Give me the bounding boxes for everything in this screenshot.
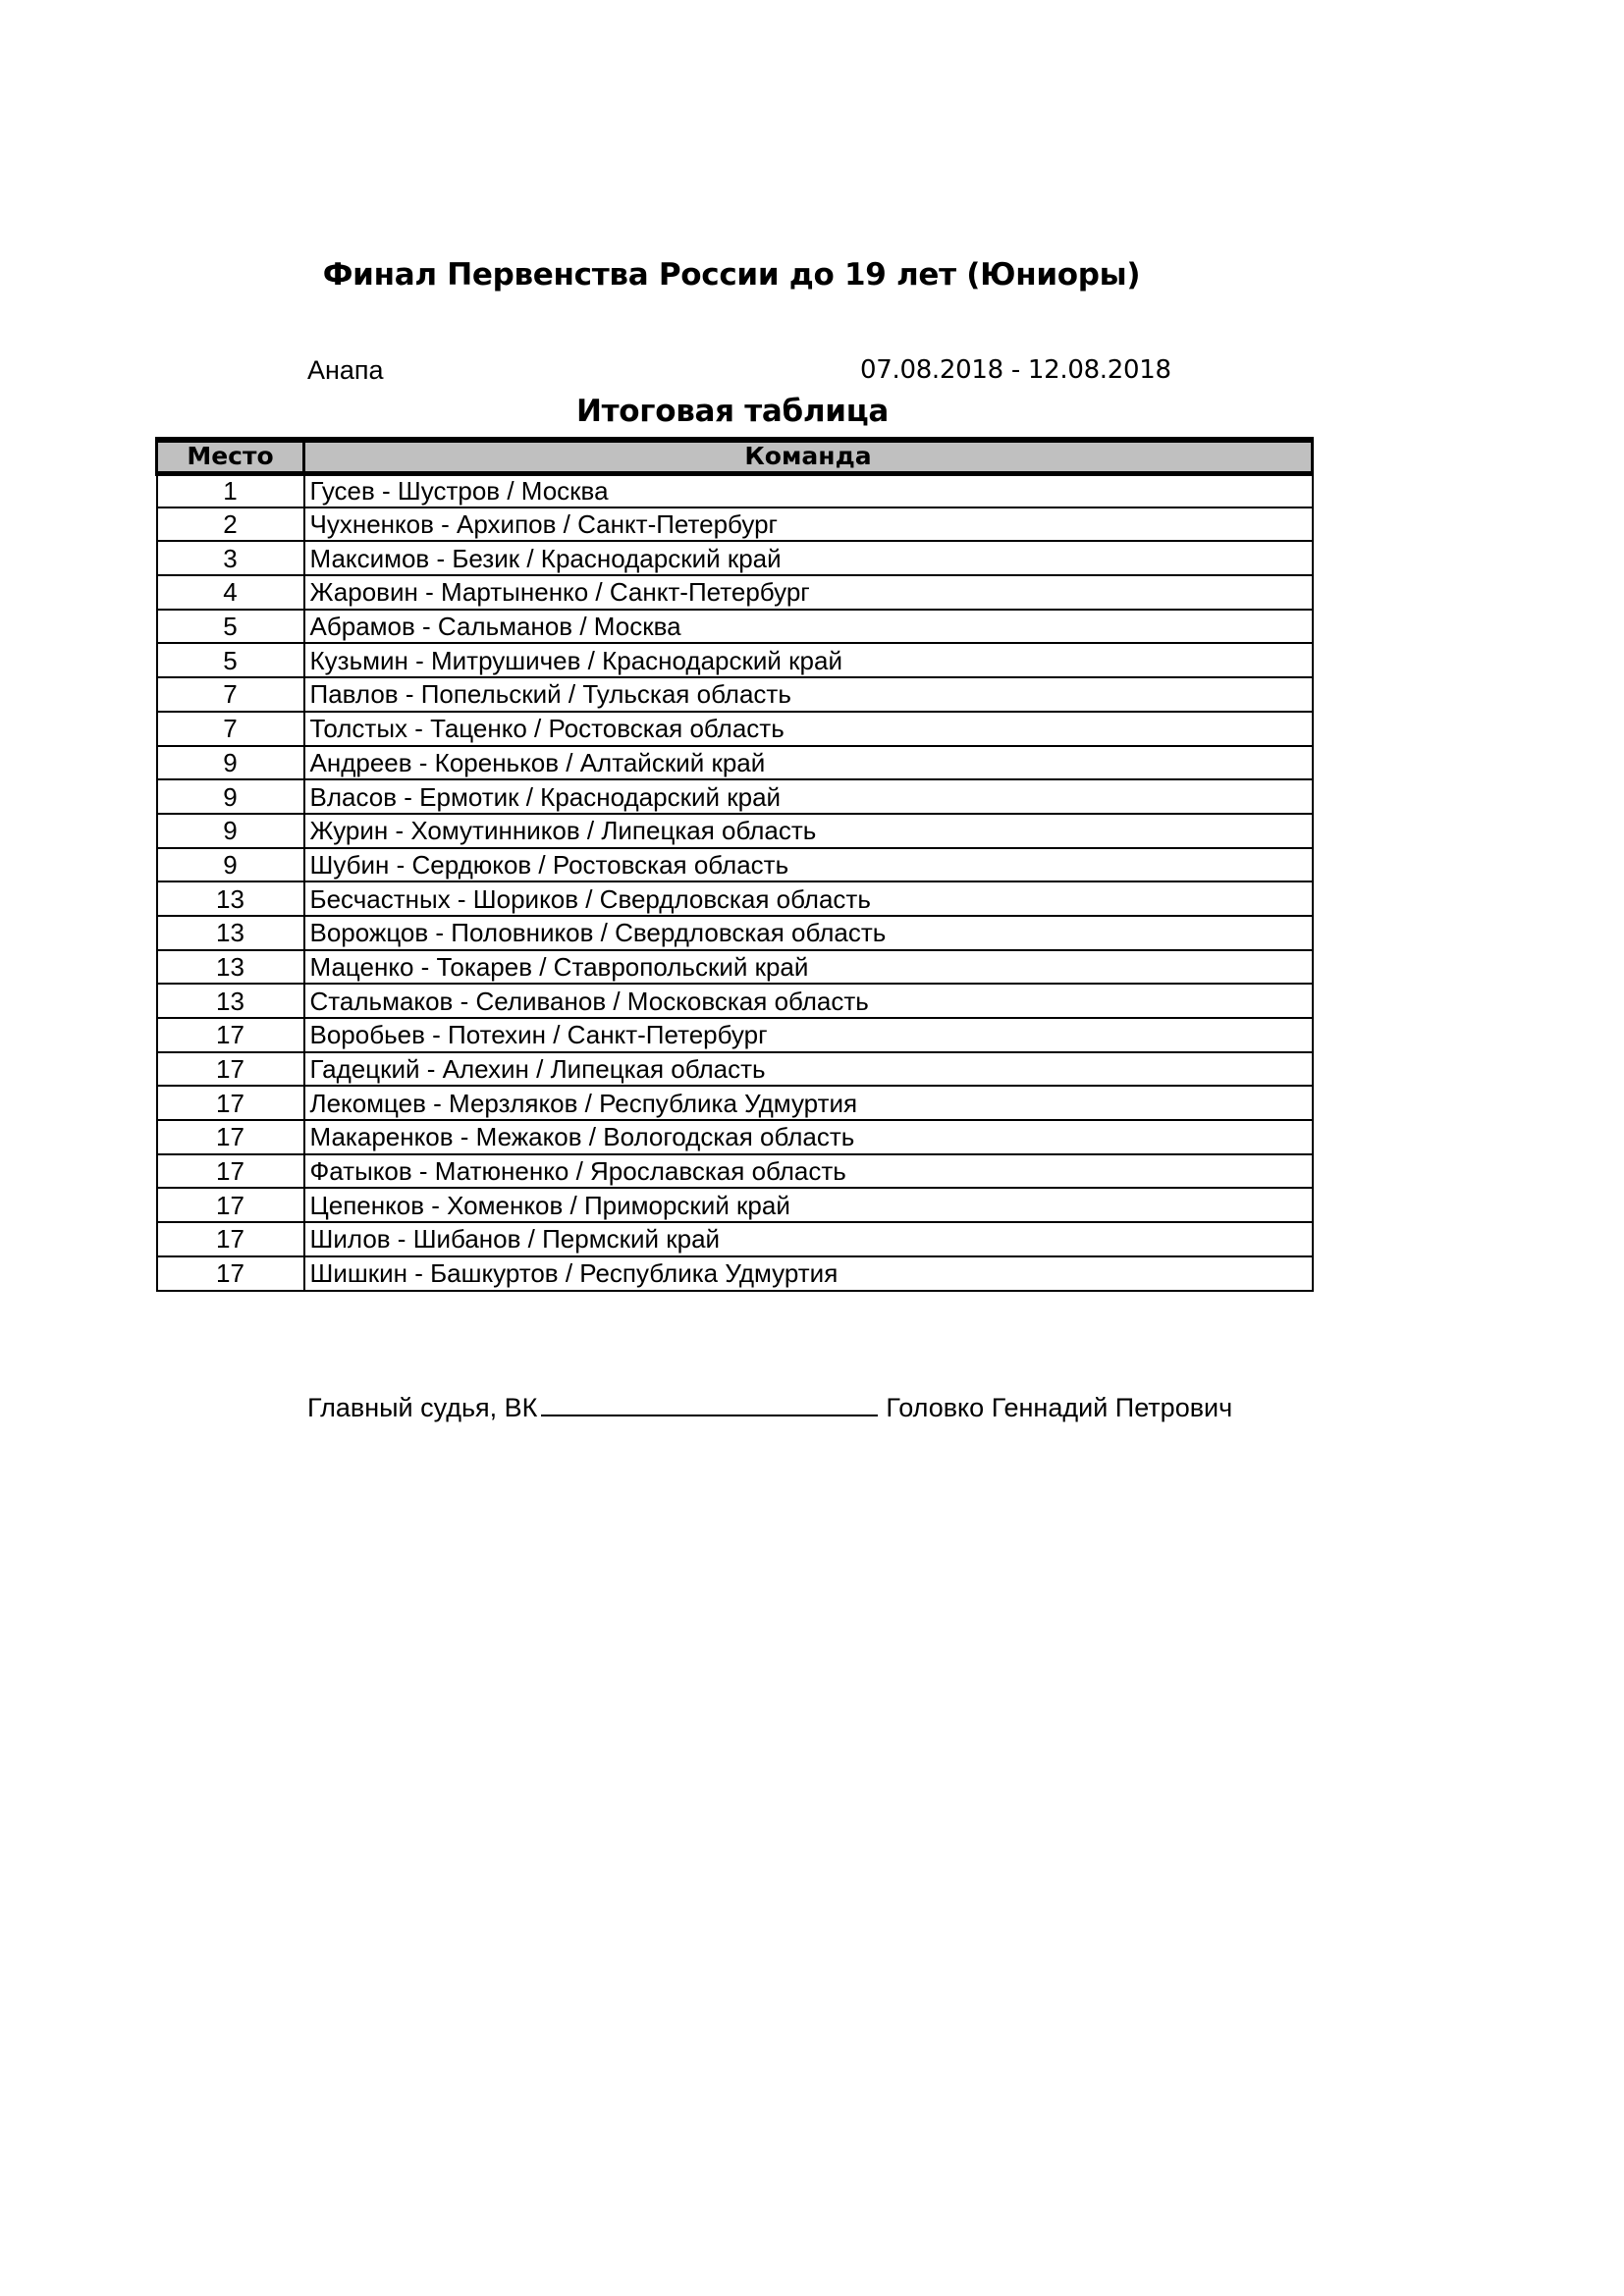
table-row — [157, 1120, 1313, 1154]
table-row — [157, 1052, 1313, 1087]
results-table — [155, 437, 1314, 1292]
row-team: Кузьмин - Митрушичев / Краснодарский край — [304, 643, 1313, 677]
row-place: 13 — [157, 916, 304, 950]
row-team: Цепенков - Хоменков / Приморский край — [304, 1188, 1313, 1222]
table-row — [157, 643, 1313, 677]
row-place: 5 — [157, 610, 304, 644]
table-row — [157, 950, 1313, 985]
table-row — [157, 1086, 1313, 1120]
row-place: 13 — [157, 950, 304, 985]
row-team: Ворожцов - Половников / Свердловская область — [304, 916, 1313, 950]
row-team: Шубин - Сердюков / Ростовская область — [304, 848, 1313, 882]
venue-city: Анапа — [307, 355, 384, 385]
row-place: 9 — [157, 814, 304, 848]
table-row — [157, 1188, 1313, 1222]
table-row — [157, 473, 1313, 507]
results-body — [157, 473, 1313, 1291]
table-row — [157, 848, 1313, 882]
row-team: Стальмаков - Селиванов / Московская область — [304, 984, 1313, 1018]
row-place: 5 — [157, 643, 304, 677]
row-team: Абрамов - Сальманов / Москва — [304, 610, 1313, 644]
row-team: Гусев - Шустров / Москва — [304, 473, 1313, 507]
table-row — [157, 916, 1313, 950]
row-team: Шишкин - Башкуртов / Республика Удмуртия — [304, 1256, 1313, 1291]
table-row — [157, 814, 1313, 848]
row-place: 9 — [157, 848, 304, 882]
row-place: 17 — [157, 1086, 304, 1120]
row-place: 3 — [157, 541, 304, 575]
row-place: 17 — [157, 1222, 304, 1256]
table-row — [157, 1154, 1313, 1189]
row-place: 7 — [157, 677, 304, 712]
row-place: 7 — [157, 712, 304, 746]
row-team: Андреев - Кореньков / Алтайский край — [304, 746, 1313, 780]
row-place: 2 — [157, 507, 304, 542]
row-team: Гадецкий - Алехин / Липецкая область — [304, 1052, 1313, 1087]
table-row — [157, 1256, 1313, 1291]
table-row — [157, 746, 1313, 780]
signature-name: Головко Геннадий Петрович — [886, 1393, 1233, 1422]
header-team: Команда — [304, 440, 1313, 473]
row-team: Лекомцев - Мерзляков / Республика Удмуртия — [304, 1086, 1313, 1120]
row-place: 17 — [157, 1154, 304, 1189]
header-place: Место — [157, 440, 304, 473]
row-place: 17 — [157, 1256, 304, 1291]
table-row — [157, 984, 1313, 1018]
row-team: Журин - Хомутинников / Липецкая область — [304, 814, 1313, 848]
table-header-row — [157, 440, 1313, 473]
row-place: 13 — [157, 881, 304, 916]
row-team: Чухненков - Архипов / Санкт-Петербург — [304, 507, 1313, 542]
row-place: 4 — [157, 575, 304, 610]
row-place: 9 — [157, 746, 304, 780]
row-team: Маценко - Токарев / Ставропольский край — [304, 950, 1313, 985]
table-row — [157, 541, 1313, 575]
signature-line — [541, 1391, 878, 1416]
table-row — [157, 575, 1313, 610]
document-title: Финал Первенства России до 19 лет (Юниоры) — [322, 257, 1141, 293]
row-team: Жаровин - Мартыненко / Санкт-Петербург — [304, 575, 1313, 610]
row-team: Бесчастных - Шориков / Свердловская область — [304, 881, 1313, 916]
table-row — [157, 677, 1313, 712]
row-team: Толстых - Таценко / Ростовская область — [304, 712, 1313, 746]
row-team: Власов - Ермотик / Краснодарский край — [304, 779, 1313, 814]
signature-block — [307, 1391, 1232, 1423]
row-team: Максимов - Безик / Краснодарский край — [304, 541, 1313, 575]
signature-role: Главный судья, ВК — [307, 1393, 538, 1422]
row-place: 17 — [157, 1052, 304, 1087]
event-dates: 07.08.2018 - 12.08.2018 — [860, 355, 1171, 385]
row-team: Павлов - Попельский / Тульская область — [304, 677, 1313, 712]
row-place: 17 — [157, 1120, 304, 1154]
table-row — [157, 881, 1313, 916]
table-title: Итоговая таблица — [576, 394, 889, 429]
row-place: 9 — [157, 779, 304, 814]
table-row — [157, 1018, 1313, 1052]
row-team: Воробьев - Потехин / Санкт-Петербург — [304, 1018, 1313, 1052]
row-place: 17 — [157, 1188, 304, 1222]
row-team: Шилов - Шибанов / Пермский край — [304, 1222, 1313, 1256]
table-row — [157, 610, 1313, 644]
table-row — [157, 1222, 1313, 1256]
table-row — [157, 507, 1313, 542]
row-team: Макаренков - Межаков / Вологодская область — [304, 1120, 1313, 1154]
row-team: Фатыков - Матюненко / Ярославская область — [304, 1154, 1313, 1189]
table-row — [157, 779, 1313, 814]
row-place: 1 — [157, 473, 304, 507]
table-row — [157, 712, 1313, 746]
row-place: 13 — [157, 984, 304, 1018]
row-place: 17 — [157, 1018, 304, 1052]
